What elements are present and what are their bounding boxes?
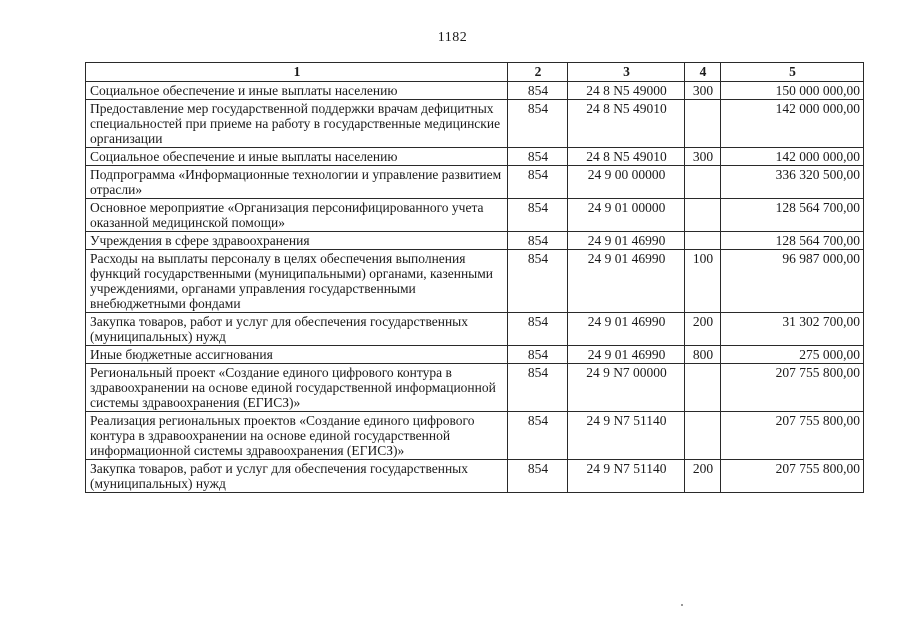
table-row	[86, 100, 864, 148]
row-sum: 31 302 700,00	[721, 313, 864, 346]
row-vr: 300	[685, 148, 721, 166]
row-sum: 142 000 000,00	[721, 100, 864, 148]
row-code: 854	[508, 250, 568, 313]
header-col-2: 2	[508, 63, 568, 82]
row-csr: 24 9 01 00000	[568, 199, 685, 232]
row-code: 854	[508, 346, 568, 364]
row-vr	[685, 166, 721, 199]
row-name: Закупка товаров, работ и услуг для обеспечения государственных (муниципальных) нужд	[86, 460, 508, 493]
row-code: 854	[508, 460, 568, 493]
row-name: Закупка товаров, работ и услуг для обеспечения государственных (муниципальных) нужд	[86, 313, 508, 346]
row-vr	[685, 232, 721, 250]
row-csr: 24 9 N7 00000	[568, 364, 685, 412]
row-sum: 336 320 500,00	[721, 166, 864, 199]
table-row	[86, 166, 864, 199]
row-code: 854	[508, 166, 568, 199]
table-row	[86, 250, 864, 313]
row-sum: 128 564 700,00	[721, 199, 864, 232]
row-code: 854	[508, 364, 568, 412]
scan-speck	[681, 604, 683, 606]
page-number: 1182	[437, 30, 468, 45]
row-csr: 24 9 N7 51140	[568, 412, 685, 460]
row-name: Расходы на выплаты персоналу в целях обеспечения выполнения функций государственными (муниципальными) органами, казенными учреждениями, органами управления государственными внебюджетными фондами	[86, 250, 508, 313]
header-col-1: 1	[86, 63, 508, 82]
row-name: Региональный проект «Создание единого цифрового контура в здравоохранении на основе единой государственной информационной системы здравоохранения (ЕГИСЗ)»	[86, 364, 508, 412]
header-row	[86, 63, 864, 82]
row-code: 854	[508, 232, 568, 250]
table-row	[86, 313, 864, 346]
row-code: 854	[508, 313, 568, 346]
table-row	[86, 148, 864, 166]
row-name: Реализация региональных проектов «Создание единого цифрового контура в здравоохранении на основе единой государственной информационной системы здравоохранения (ЕГИСЗ)»	[86, 412, 508, 460]
row-sum: 207 755 800,00	[721, 460, 864, 493]
row-name: Социальное обеспечение и иные выплаты населению	[86, 148, 508, 166]
row-name: Предоставление мер государственной поддержки врачам дефицитных специальностей при приеме на работу в государственные медицинские организации	[86, 100, 508, 148]
row-vr	[685, 412, 721, 460]
row-csr: 24 8 N5 49010	[568, 100, 685, 148]
row-sum: 207 755 800,00	[721, 412, 864, 460]
row-sum: 150 000 000,00	[721, 82, 864, 100]
table-row	[86, 460, 864, 493]
row-vr	[685, 100, 721, 148]
row-name: Основное мероприятие «Организация персонифицированного учета оказанной медицинской помощи»	[86, 199, 508, 232]
row-csr: 24 9 01 46990	[568, 232, 685, 250]
row-csr: 24 9 01 46990	[568, 313, 685, 346]
header-col-3: 3	[568, 63, 685, 82]
row-csr: 24 9 N7 51140	[568, 460, 685, 493]
header-col-5: 5	[721, 63, 864, 82]
row-sum: 207 755 800,00	[721, 364, 864, 412]
row-csr: 24 9 01 46990	[568, 346, 685, 364]
table-row	[86, 232, 864, 250]
row-csr: 24 9 00 00000	[568, 166, 685, 199]
row-name: Социальное обеспечение и иные выплаты населению	[86, 82, 508, 100]
row-csr: 24 8 N5 49010	[568, 148, 685, 166]
row-vr: 300	[685, 82, 721, 100]
row-vr: 100	[685, 250, 721, 313]
budget-table	[85, 62, 864, 493]
row-name: Иные бюджетные ассигнования	[86, 346, 508, 364]
row-csr: 24 9 01 46990	[568, 250, 685, 313]
table-row	[86, 364, 864, 412]
row-vr	[685, 199, 721, 232]
table-row	[86, 82, 864, 100]
row-csr: 24 8 N5 49000	[568, 82, 685, 100]
table-row	[86, 346, 864, 364]
row-sum: 142 000 000,00	[721, 148, 864, 166]
row-code: 854	[508, 199, 568, 232]
table-row	[86, 412, 864, 460]
row-vr: 200	[685, 460, 721, 493]
row-sum: 128 564 700,00	[721, 232, 864, 250]
row-vr	[685, 364, 721, 412]
row-code: 854	[508, 82, 568, 100]
row-sum: 96 987 000,00	[721, 250, 864, 313]
row-sum: 275 000,00	[721, 346, 864, 364]
row-code: 854	[508, 100, 568, 148]
header-col-4: 4	[685, 63, 721, 82]
row-name: Учреждения в сфере здравоохранения	[86, 232, 508, 250]
table-row	[86, 199, 864, 232]
row-code: 854	[508, 412, 568, 460]
row-code: 854	[508, 148, 568, 166]
row-name: Подпрограмма «Информационные технологии и управление развитием отрасли»	[86, 166, 508, 199]
row-vr: 800	[685, 346, 721, 364]
row-vr: 200	[685, 313, 721, 346]
